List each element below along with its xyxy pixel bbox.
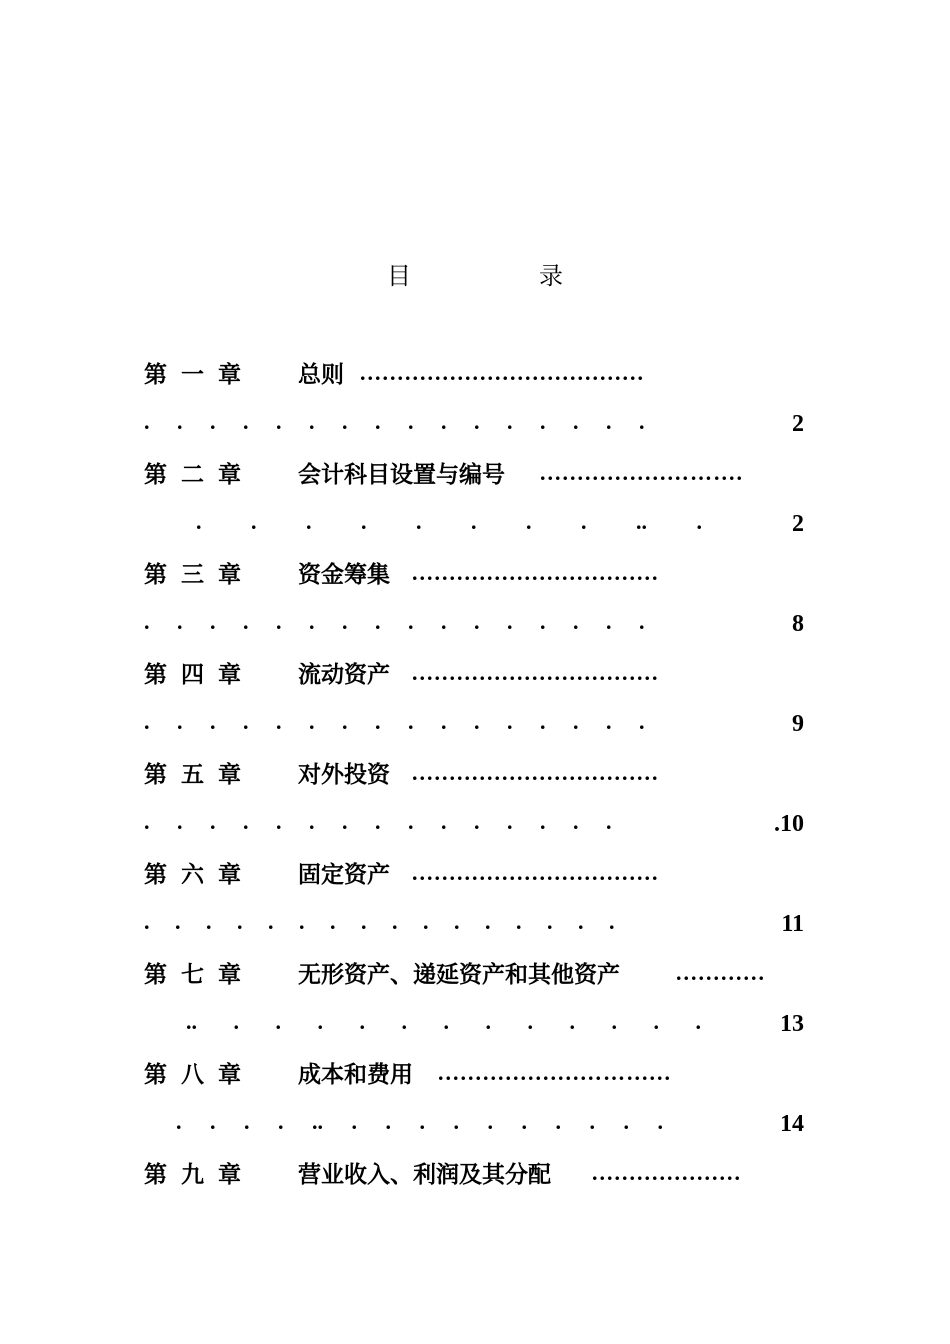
title-char-2: 录 bbox=[539, 262, 563, 290]
leader-dots: ............ bbox=[676, 960, 766, 985]
leader-dots-continued: . . . . . . . . .. . bbox=[196, 509, 702, 534]
toc-entry[interactable] bbox=[0, 455, 950, 555]
leader-dots: ................................. bbox=[412, 660, 660, 685]
page-title bbox=[0, 258, 950, 294]
leader-dots-continued: . . . . . . . . . . . . . . . . bbox=[144, 709, 645, 734]
chapter-label: 第七章 bbox=[144, 962, 255, 988]
chapter-label: 第五章 bbox=[144, 762, 255, 788]
page-number: 2 bbox=[792, 411, 804, 437]
chapter-title: 总则 bbox=[298, 362, 344, 388]
leader-dots: .................... bbox=[592, 1160, 742, 1185]
leader-dots: ................................. bbox=[412, 760, 660, 785]
toc-entry[interactable] bbox=[0, 555, 950, 655]
chapter-label: 第一章 bbox=[144, 362, 255, 388]
page-number: 9 bbox=[792, 711, 804, 737]
leader-dots: ................................. bbox=[412, 560, 660, 585]
leader-dots: ......................…...... bbox=[438, 1060, 672, 1085]
chapter-label: 第八章 bbox=[144, 1062, 255, 1088]
chapter-title: 成本和费用 bbox=[298, 1062, 413, 1088]
page-number: .10 bbox=[774, 811, 804, 837]
chapter-label: 第三章 bbox=[144, 562, 255, 588]
chapter-title: 无形资产、递延资产和其他资产 bbox=[298, 962, 620, 988]
chapter-label: 第六章 bbox=[144, 862, 255, 888]
leader-dots-continued: .. . . . . . . . . . . . . bbox=[186, 1009, 701, 1034]
leader-dots-continued: . . . . . . . . . . . . . . . . bbox=[144, 909, 615, 934]
leader-dots: ...................................... bbox=[360, 360, 645, 385]
chapter-title: 会计科目设置与编号 bbox=[298, 462, 505, 488]
toc-entry[interactable] bbox=[0, 955, 950, 1055]
leader-dots-continued: . . . . . . . . . . . . . . . . bbox=[144, 409, 645, 434]
page-number: 11 bbox=[781, 911, 804, 937]
chapter-title: 资金筹集 bbox=[298, 562, 390, 588]
title-char-1: 目 bbox=[387, 262, 411, 290]
leader-dots-continued: . . . . .. . . . . . . . . . . bbox=[176, 1109, 663, 1134]
toc-entry[interactable] bbox=[0, 755, 950, 855]
chapter-title: 固定资产 bbox=[298, 862, 390, 888]
leader-dots: ....................….... bbox=[540, 460, 744, 485]
chapter-label: 第九章 bbox=[144, 1162, 255, 1188]
chapter-label: 第四章 bbox=[144, 662, 255, 688]
chapter-title: 营业收入、利润及其分配 bbox=[298, 1162, 551, 1188]
page-number: 2 bbox=[792, 511, 804, 537]
toc-entry[interactable] bbox=[0, 855, 950, 955]
toc-entry[interactable] bbox=[0, 355, 950, 455]
page-number: 14 bbox=[780, 1111, 804, 1137]
toc-entry[interactable] bbox=[0, 1055, 950, 1155]
leader-dots: ................................. bbox=[412, 860, 660, 885]
page-number: 8 bbox=[792, 611, 804, 637]
toc-entry[interactable] bbox=[0, 655, 950, 755]
leader-dots-continued: . . . . . . . . . . . . . . . . bbox=[144, 609, 645, 634]
chapter-title: 对外投资 bbox=[298, 762, 390, 788]
leader-dots-continued: . . . . . . . . . . . . . . . bbox=[144, 809, 612, 834]
toc-entry[interactable] bbox=[0, 1155, 950, 1255]
chapter-label: 第二章 bbox=[144, 462, 255, 488]
chapter-title: 流动资产 bbox=[298, 662, 390, 688]
page-number: 13 bbox=[780, 1011, 804, 1037]
